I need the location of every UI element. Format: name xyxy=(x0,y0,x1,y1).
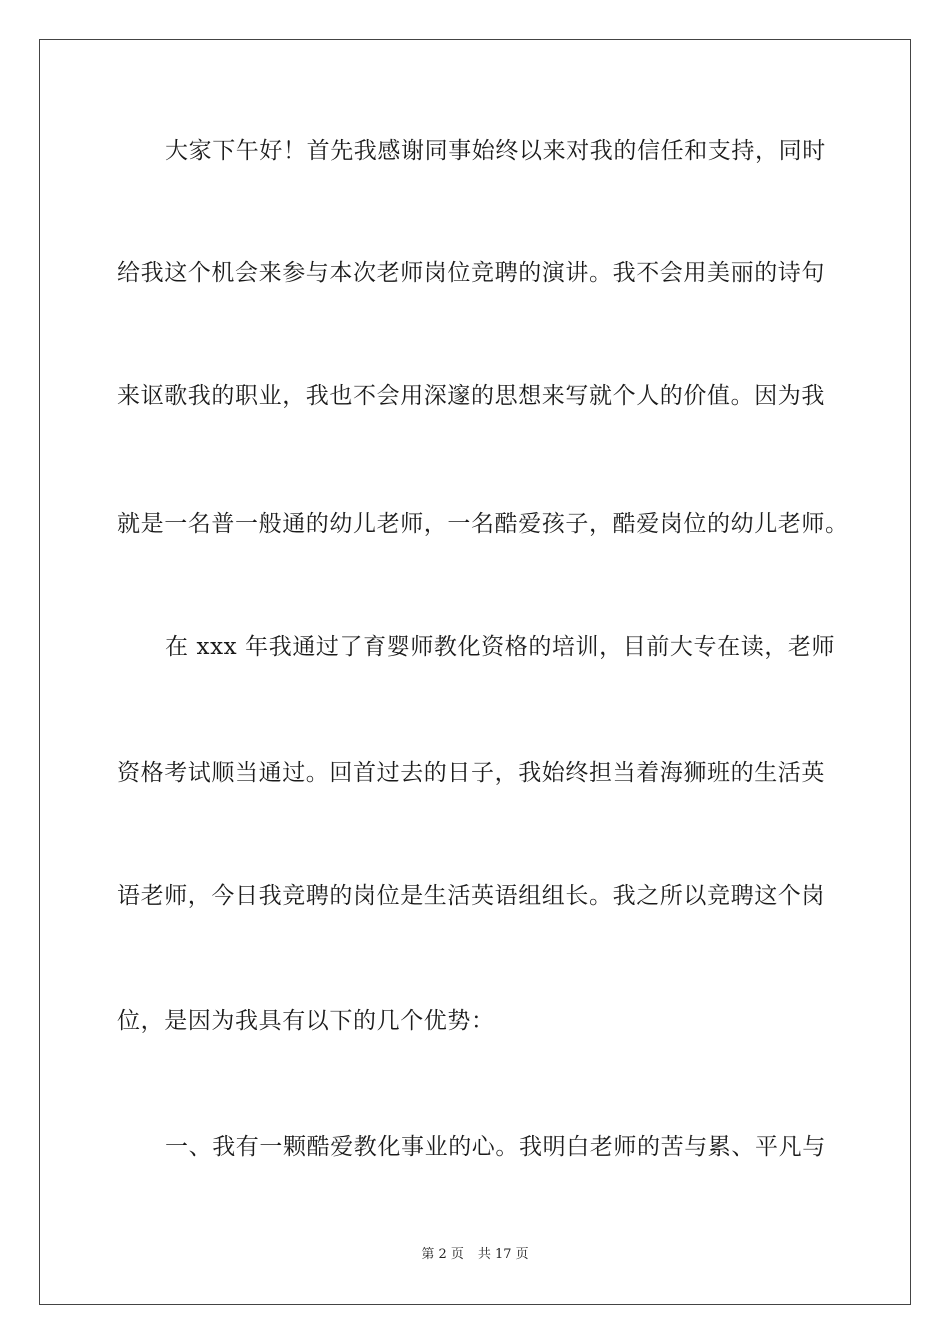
page-total: 共 17 页 xyxy=(477,1247,529,1262)
paragraph-line-5: 在 xxx 年我通过了育婴师教化资格的培训，目前大专在读，老师 xyxy=(165,634,836,660)
paragraph-line-4: 就是一名普一般通的幼儿老师，一名酷爱孩子，酷爱岗位的幼儿老师。 xyxy=(117,511,849,537)
paragraph-line-3: 来讴歌我的职业，我也不会用深邃的思想来写就个人的价值。因为我 xyxy=(117,383,825,409)
paragraph-line-1: 大家下午好！首先我感谢同事始终以来对我的信任和支持，同时 xyxy=(165,138,826,164)
paragraph-line-8: 位，是因为我具有以下的几个优势： xyxy=(117,1008,495,1034)
paragraph-line-9: 一、我有一颗酷爱教化事业的心。我明白老师的苦与累、平凡与 xyxy=(165,1134,826,1160)
page-number: 第 2 页 xyxy=(421,1247,464,1262)
page-footer xyxy=(0,1246,950,1264)
paragraph-line-7: 语老师，今日我竞聘的岗位是生活英语组组长。我之所以竞聘这个岗 xyxy=(117,883,825,909)
page-border xyxy=(39,39,911,1305)
paragraph-line-6: 资格考试顺当通过。回首过去的日子，我始终担当着海狮班的生活英 xyxy=(117,760,825,786)
paragraph-line-2: 给我这个机会来参与本次老师岗位竞聘的演讲。我不会用美丽的诗句 xyxy=(117,260,825,286)
